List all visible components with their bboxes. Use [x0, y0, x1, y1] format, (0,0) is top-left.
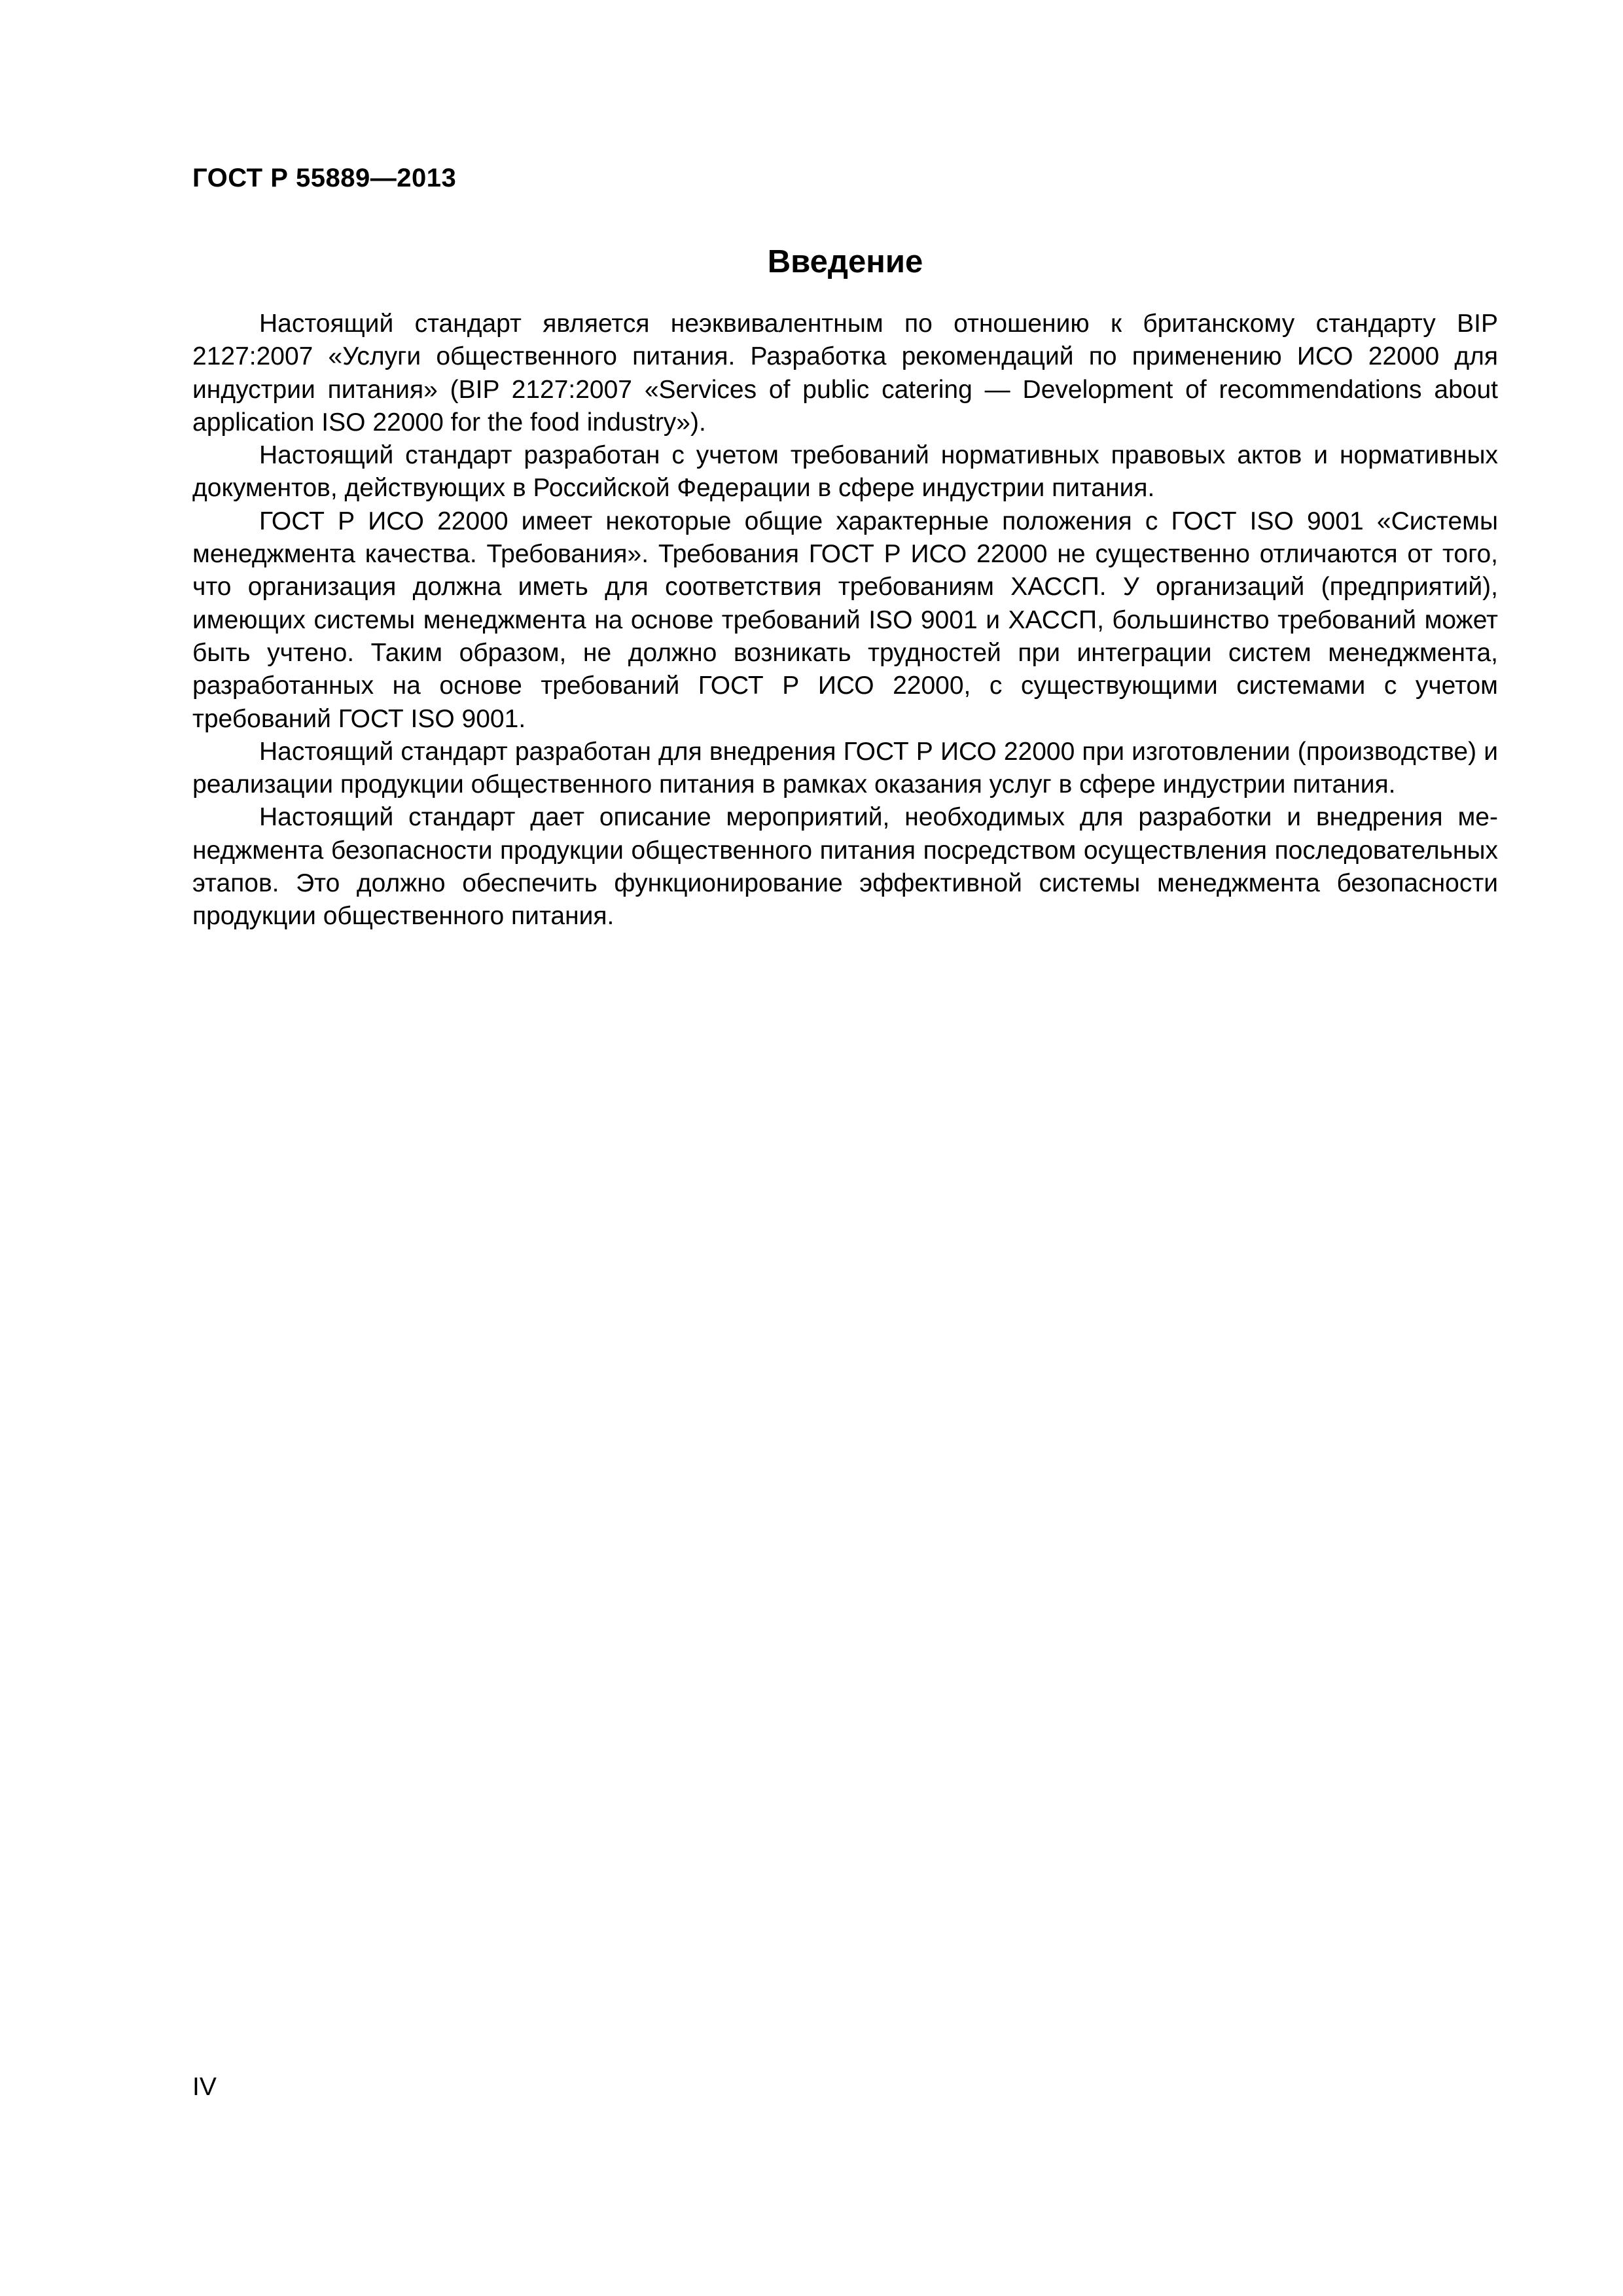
paragraph-4: Настоящий стандарт разработан для внедрения ГОСТ Р ИСО 22000 при изготовлении (производстве) и реализации продукции общественного питания в рамках оказания услуг в сфере индустрии питания.	[192, 737, 1498, 799]
page-number: IV	[192, 2073, 217, 2101]
paragraph-3: ГОСТ Р ИСО 22000 имеет некоторые общие характерные положения с ГОСТ ISO 9001 «Системы менеджмента качества. Требования». Требования ГОСТ Р ИСО 22000 не существенно отличаются от того, что организация должна иметь для соответствия требованиям ХАССП. У организаций (предприятий), имеющих системы менеджмента на основе требований ISO 9001 и ХАССП, большинство требований может быть учтено. Таким образом, не должно возникать трудностей при интеграции систем менеджмента, разработанных на основе требований ГОСТ Р ИСО 22000, с существующими системами с учетом требований ГОСТ ISO 9001.	[192, 507, 1498, 733]
paragraph-5: Настоящий стандарт дает описание мероприятий, необходимых для разработки и внедрения менеджмента безопасности продукции общественного питания посредством осуществления последовательных этапов. Это должно обеспечить функционирование эффективной системы менеджмента безопасности продукции общественного питания.	[192, 803, 1498, 931]
paragraph-2: Настоящий стандарт разработан с учетом требований нормативных правовых актов и нормативных документов, действующих в Российской Федерации в сфере индустрии питания.	[192, 441, 1498, 503]
section-body	[192, 308, 1498, 933]
section-title: Введение	[767, 244, 923, 279]
paragraph-1: Настоящий стандарт является неэквивалентным по отношению к британскому стандарту BIP 2127:2007 «Услуги общественного питания. Разработка рекомендаций по применению ИСО 22000 для индустрии питания» (BIP 2127:2007 «Services of public catering — Development of recommendations about application ISO 22000 for the food industry»).	[192, 310, 1498, 437]
standard-code-header: ГОСТ Р 55889—2013	[192, 164, 457, 192]
